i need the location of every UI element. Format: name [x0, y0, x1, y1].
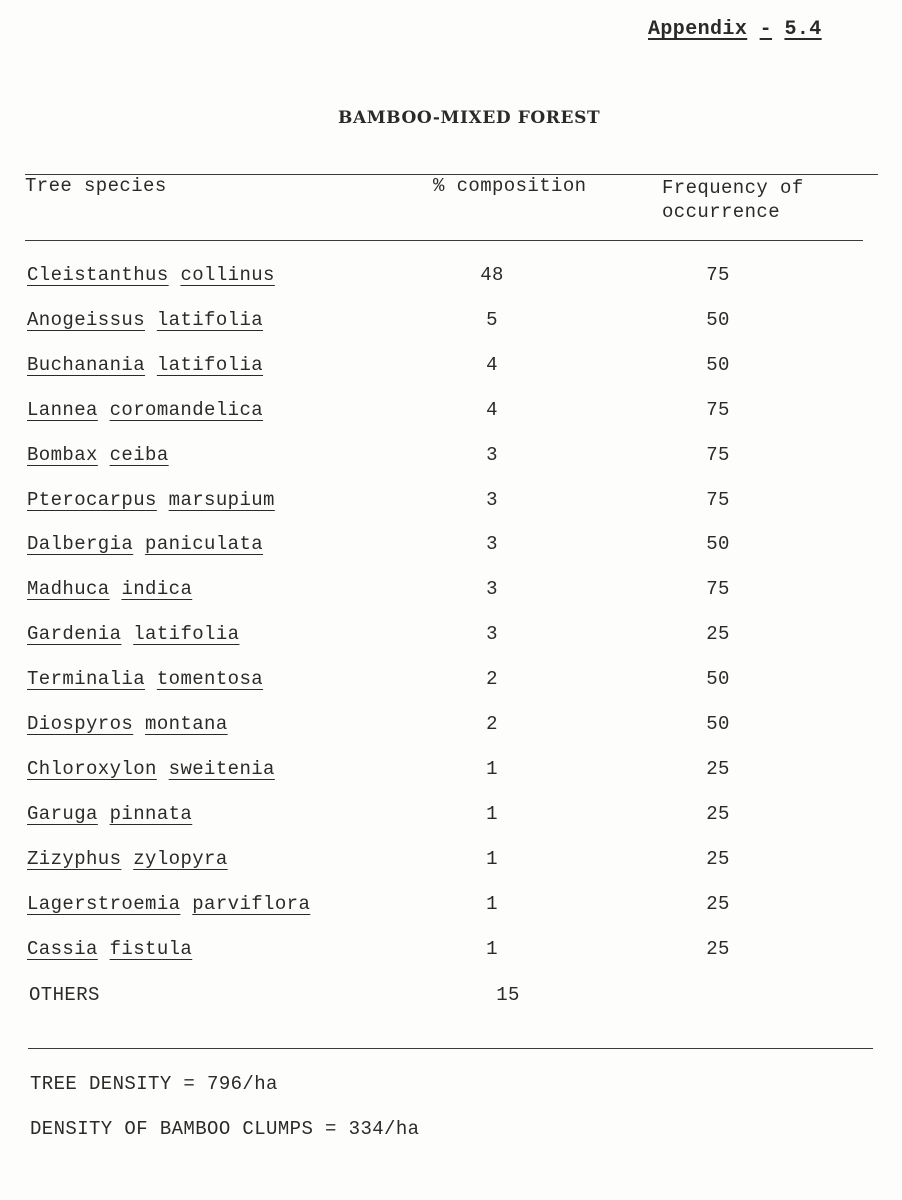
species-name — [27, 668, 263, 690]
table-row — [0, 938, 902, 968]
species-epithet: tomentosa — [156, 668, 264, 691]
column-header-frequency-line2: occurrence — [662, 201, 781, 223]
species-name — [27, 713, 228, 735]
table-row — [0, 848, 902, 878]
species-name — [27, 893, 310, 915]
composition-value: 1 — [486, 892, 498, 915]
table-row — [0, 444, 902, 474]
genus-name: Madhuca — [27, 578, 110, 601]
composition-value: 2 — [486, 713, 498, 735]
frequency-value: 75 — [706, 488, 730, 511]
frequency-value: 50 — [706, 713, 730, 735]
species-epithet: pinnata — [109, 802, 193, 825]
species-epithet: collinus — [180, 264, 275, 286]
table-row — [0, 668, 902, 698]
appendix-heading — [648, 18, 822, 41]
frequency-value: 50 — [706, 668, 730, 691]
genus-name: Diospyros — [27, 713, 134, 735]
species-epithet: ceiba — [109, 443, 169, 466]
species-epithet: montana — [145, 713, 228, 735]
composition-value: 48 — [480, 264, 504, 286]
table-bottom-rule — [28, 1048, 873, 1049]
species-name — [27, 623, 239, 645]
table-row — [0, 489, 902, 519]
appendix-number: 5.4 — [784, 18, 822, 41]
species-epithet: latifolia — [156, 308, 264, 331]
frequency-value: 75 — [706, 578, 730, 601]
column-header-composition: % composition — [433, 175, 587, 197]
genus-name: Garuga — [27, 802, 98, 825]
frequency-value: 25 — [706, 757, 730, 780]
composition-value: 4 — [486, 353, 498, 376]
table-header-rule — [25, 240, 863, 241]
species-name — [27, 489, 275, 511]
species-epithet: parviflora — [192, 892, 311, 915]
species-name — [27, 758, 275, 780]
column-header-frequency — [662, 176, 804, 224]
species-name — [27, 444, 169, 466]
genus-name: Zizyphus — [27, 847, 122, 870]
genus-name: Dalbergia — [27, 533, 134, 556]
species-name — [27, 533, 263, 555]
composition-value: 1 — [486, 847, 498, 870]
composition-value: 1 — [486, 937, 498, 960]
table-row — [0, 578, 902, 608]
composition-value: 3 — [486, 533, 498, 556]
frequency-value: 25 — [706, 937, 730, 960]
others-composition: 15 — [496, 984, 520, 1006]
frequency-value: 75 — [706, 398, 730, 421]
frequency-value: 25 — [706, 623, 730, 646]
species-name — [27, 309, 263, 331]
table-row — [0, 758, 902, 788]
composition-value: 3 — [486, 623, 498, 646]
appendix-dash: - — [759, 18, 773, 41]
table-row — [0, 803, 902, 833]
genus-name: Cleistanthus — [27, 264, 169, 286]
column-header-species: Tree species — [25, 175, 167, 197]
species-name — [27, 803, 192, 825]
genus-name: Buchanania — [27, 353, 146, 376]
genus-name: Chloroxylon — [27, 757, 157, 780]
others-label: OTHERS — [29, 984, 100, 1006]
composition-value: 1 — [486, 802, 498, 825]
composition-value: 2 — [486, 668, 498, 691]
bamboo-clump-density: DENSITY OF BAMBOO CLUMPS = 334/ha — [30, 1118, 420, 1140]
composition-value: 5 — [486, 308, 498, 331]
species-name — [27, 264, 275, 286]
species-epithet: paniculata — [145, 533, 264, 556]
column-header-frequency-line1: Frequency of — [662, 177, 804, 199]
genus-name: Lannea — [27, 398, 98, 421]
species-epithet: fistula — [109, 937, 193, 960]
genus-name: Lagerstroemia — [27, 892, 181, 915]
frequency-value: 25 — [706, 802, 730, 825]
frequency-value: 50 — [706, 353, 730, 376]
composition-value: 1 — [486, 757, 498, 780]
species-epithet: marsupium — [168, 488, 275, 511]
table-row — [0, 399, 902, 429]
appendix-label: Appendix — [648, 18, 748, 41]
species-epithet: latifolia — [156, 353, 264, 376]
species-name — [27, 354, 263, 376]
frequency-value: 75 — [706, 443, 730, 466]
genus-name: Terminalia — [27, 668, 146, 691]
composition-value: 3 — [486, 488, 498, 511]
composition-value: 3 — [486, 443, 498, 466]
species-epithet: zylopyra — [133, 847, 228, 870]
table-row — [0, 533, 902, 563]
table-row — [0, 893, 902, 923]
species-name — [27, 399, 263, 421]
genus-name: Bombax — [27, 443, 98, 466]
table-row — [0, 623, 902, 653]
genus-name: Anogeissus — [27, 308, 146, 331]
species-name — [27, 578, 192, 600]
frequency-value: 75 — [706, 264, 730, 286]
species-epithet: coromandelica — [109, 398, 264, 421]
genus-name: Gardenia — [27, 623, 122, 646]
composition-value: 4 — [486, 398, 498, 421]
table-row — [0, 264, 902, 294]
table-row — [0, 309, 902, 339]
frequency-value: 50 — [706, 308, 730, 331]
composition-value: 3 — [486, 578, 498, 601]
genus-name: Pterocarpus — [27, 488, 157, 511]
species-name — [27, 848, 228, 870]
genus-name: Cassia — [27, 937, 98, 960]
table-row — [0, 354, 902, 384]
frequency-value: 25 — [706, 892, 730, 915]
table-row — [0, 713, 902, 743]
frequency-value: 50 — [706, 533, 730, 556]
table-row-others — [0, 984, 902, 1014]
species-epithet: indica — [121, 578, 193, 601]
species-epithet: latifolia — [133, 623, 240, 646]
tree-density: TREE DENSITY = 796/ha — [30, 1073, 278, 1095]
page-title: BAMBOO-MIXED FOREST — [338, 108, 601, 128]
species-epithet: sweitenia — [168, 757, 275, 780]
species-name — [27, 938, 192, 960]
frequency-value: 25 — [706, 847, 730, 870]
